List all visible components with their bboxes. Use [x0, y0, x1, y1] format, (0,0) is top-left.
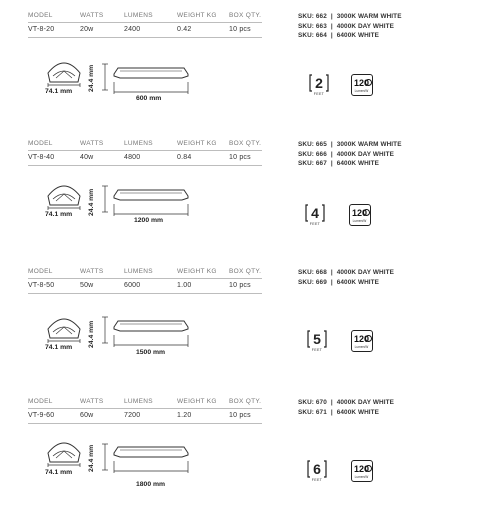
header-box-qty: BOX QTY. [229, 398, 262, 405]
lumen-unit: Lumen/W [354, 345, 369, 349]
height-marker [100, 62, 110, 92]
header-box-qty: BOX QTY. [229, 268, 262, 275]
table-divider [28, 165, 262, 166]
watts-value: 60w [80, 412, 94, 419]
sku-color: 4000K DAY WHITE [336, 269, 395, 276]
sku-number: SKU: 665 [298, 141, 327, 148]
lumen-icon [365, 79, 372, 86]
width-dimension: 74.1 mm [45, 211, 73, 218]
fixture-side-drawing [110, 443, 192, 483]
height-dimension: 24.4 mm [88, 188, 95, 216]
lumen-per-watt-badge [349, 204, 371, 226]
sku-list [298, 398, 394, 417]
feet-number: 2 [315, 75, 323, 91]
sku-line [298, 278, 394, 288]
sku-color: 4000K DAY WHITE [336, 150, 395, 158]
table-divider [28, 423, 262, 424]
product-block [0, 398, 480, 521]
model-value: VT-8-50 [28, 282, 55, 289]
length-dimension: 1200 mm [134, 217, 164, 224]
sku-list [298, 268, 394, 287]
separator: | [330, 141, 333, 148]
product-block [0, 140, 480, 263]
feet-label: FEET [313, 92, 325, 96]
table-divider [28, 37, 262, 38]
lumen-unit: Lumen/W [354, 89, 369, 93]
weight-value: 0.84 [177, 154, 192, 161]
model-value: VT-8-20 [28, 26, 55, 33]
feet-badge [309, 74, 329, 98]
separator: | [330, 399, 333, 406]
separator: | [330, 278, 333, 286]
sku-color: 4000K DAY WHITE [336, 22, 395, 30]
box-qty-value: 10 pcs [229, 412, 251, 419]
feet-number: 4 [311, 205, 319, 221]
header-watts: WATTS [80, 268, 104, 275]
header-lumens: LUMENS [124, 398, 153, 405]
watts-value: 20w [80, 26, 94, 33]
sku-color: 6400K WHITE [336, 278, 380, 286]
table-divider [28, 278, 262, 279]
separator: | [330, 269, 333, 276]
cross-section-drawing [44, 442, 84, 468]
sku-line [298, 268, 394, 278]
table-divider [28, 150, 262, 151]
table-divider [28, 22, 262, 23]
sku-line [298, 22, 402, 32]
height-marker [100, 315, 110, 345]
separator: | [330, 408, 333, 416]
sku-line [298, 12, 402, 22]
feet-label: FEET [311, 348, 323, 352]
box-qty-value: 10 pcs [229, 154, 251, 161]
feet-label: FEET [309, 222, 321, 226]
watts-value: 40w [80, 154, 94, 161]
height-dimension: 24.4 mm [88, 64, 95, 92]
lumen-unit: Lumen/W [354, 475, 369, 479]
sku-number: SKU: 663 [298, 22, 327, 30]
model-value: VT-9-60 [28, 412, 55, 419]
feet-badge [307, 330, 327, 354]
separator: | [330, 32, 333, 39]
lumens-value: 7200 [124, 412, 141, 419]
sku-color: 6400K WHITE [336, 408, 380, 416]
separator: | [330, 150, 333, 158]
sku-line [298, 159, 402, 169]
header-lumens: LUMENS [124, 140, 153, 147]
sku-number: SKU: 667 [298, 160, 327, 167]
header-weight: WEIGHT KG [177, 12, 217, 19]
lumen-unit: Lumen/W [352, 219, 367, 223]
weight-value: 1.20 [177, 412, 192, 419]
header-watts: WATTS [80, 12, 104, 19]
sku-list [298, 140, 402, 169]
model-value: VT-8-40 [28, 154, 55, 161]
separator: | [330, 13, 333, 20]
header-weight: WEIGHT KG [177, 398, 217, 405]
lumen-per-watt-badge [351, 330, 373, 352]
lumens-value: 6000 [124, 282, 141, 289]
sku-line [298, 150, 402, 160]
height-marker [100, 184, 110, 214]
lumens-value: 4800 [124, 154, 141, 161]
length-dimension: 1500 mm [136, 349, 166, 356]
feet-badge [305, 204, 325, 228]
width-dimension: 74.1 mm [45, 88, 73, 95]
length-dimension: 1800 mm [136, 481, 166, 488]
sku-color: 3000K WARM WHITE [336, 141, 402, 148]
lumen-value: 120 [352, 208, 368, 218]
sku-line [298, 140, 402, 150]
sku-color: 4000K DAY WHITE [336, 399, 395, 406]
header-model: MODEL [28, 268, 53, 275]
feet-number: 5 [313, 331, 321, 347]
cross-section-drawing [44, 62, 84, 88]
weight-value: 0.42 [177, 26, 192, 33]
width-dimension: 74.1 mm [45, 469, 73, 476]
sku-line [298, 31, 402, 41]
header-lumens: LUMENS [124, 12, 153, 19]
lumen-icon [365, 335, 372, 342]
header-box-qty: BOX QTY. [229, 140, 262, 147]
sku-color: 6400K WHITE [336, 160, 380, 167]
cross-section-drawing [44, 185, 84, 211]
header-model: MODEL [28, 398, 53, 405]
watts-value: 50w [80, 282, 94, 289]
width-dimension: 74.1 mm [45, 344, 73, 351]
separator: | [330, 160, 333, 167]
sku-line [298, 408, 394, 418]
lumen-value: 120 [354, 78, 370, 88]
height-marker [100, 442, 110, 472]
product-block [0, 268, 480, 391]
sku-number: SKU: 670 [298, 399, 327, 406]
header-weight: WEIGHT KG [177, 140, 217, 147]
lumen-value: 120 [354, 464, 370, 474]
header-lumens: LUMENS [124, 268, 153, 275]
lumen-per-watt-badge [351, 74, 373, 96]
header-model: MODEL [28, 140, 53, 147]
table-divider [28, 408, 262, 409]
cross-section-drawing [44, 318, 84, 344]
feet-label: FEET [311, 478, 323, 482]
feet-number: 6 [313, 461, 321, 477]
box-qty-value: 10 pcs [229, 282, 251, 289]
sku-list [298, 12, 402, 41]
sku-number: SKU: 662 [298, 13, 327, 20]
header-watts: WATTS [80, 398, 104, 405]
header-weight: WEIGHT KG [177, 268, 217, 275]
sku-number: SKU: 671 [298, 408, 327, 416]
product-block [0, 12, 480, 135]
separator: | [330, 22, 333, 30]
header-watts: WATTS [80, 140, 104, 147]
lumen-icon [363, 209, 370, 216]
lumen-icon [365, 465, 372, 472]
header-model: MODEL [28, 12, 53, 19]
box-qty-value: 10 pcs [229, 26, 251, 33]
table-divider [28, 293, 262, 294]
feet-badge [307, 460, 327, 484]
sku-color: 3000K WARM WHITE [336, 13, 402, 20]
sku-line [298, 398, 394, 408]
sku-color: 6400K WHITE [336, 32, 380, 39]
height-dimension: 24.4 mm [88, 444, 95, 472]
sku-number: SKU: 666 [298, 150, 327, 158]
header-box-qty: BOX QTY. [229, 12, 262, 19]
length-dimension: 600 mm [136, 95, 162, 102]
lumen-per-watt-badge [351, 460, 373, 482]
lumens-value: 2400 [124, 26, 141, 33]
sku-number: SKU: 668 [298, 269, 327, 276]
sku-number: SKU: 664 [298, 32, 327, 39]
weight-value: 1.00 [177, 282, 192, 289]
sku-number: SKU: 669 [298, 278, 327, 286]
height-dimension: 24.4 mm [88, 320, 95, 348]
lumen-value: 120 [354, 334, 370, 344]
